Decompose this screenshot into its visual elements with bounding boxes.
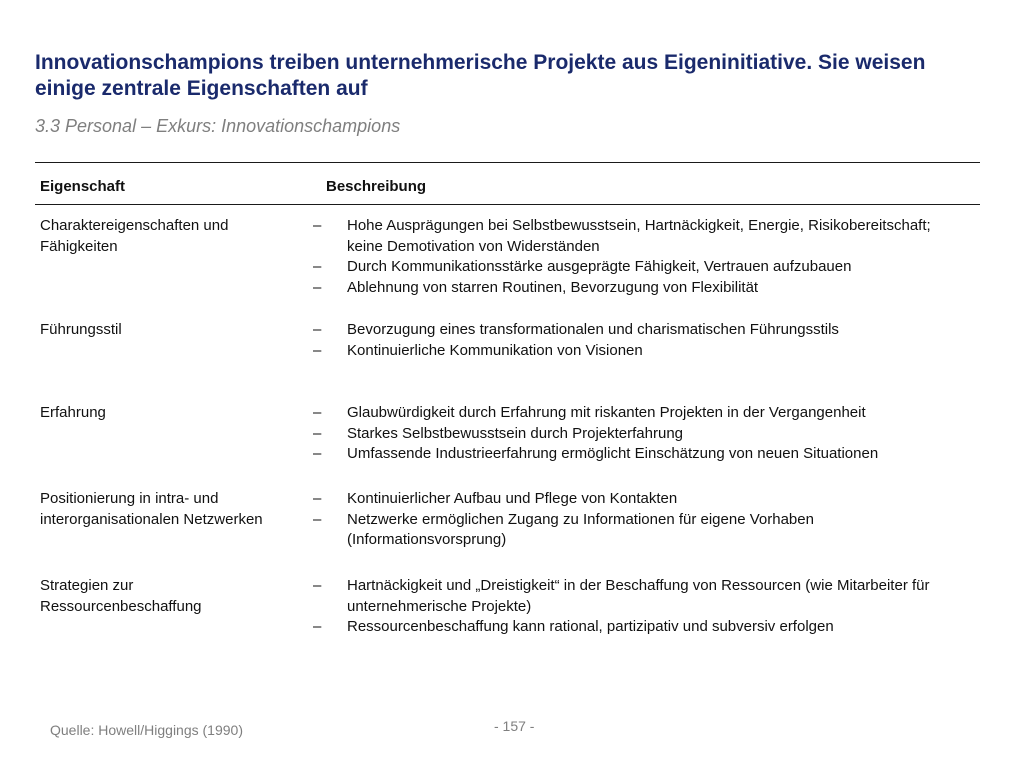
bullet-item	[313, 257, 963, 278]
bullet-text: Kontinuierliche Kommunikation von Visionen	[347, 341, 643, 359]
bullet-item	[313, 216, 963, 257]
dash-icon: –	[313, 341, 322, 359]
bullet-item	[313, 576, 963, 617]
table-top-rule	[35, 162, 980, 163]
bullet-text: Netzwerke ermöglichen Zugang zu Informationen für eigene Vorhaben (Informationsvorsprung)	[347, 510, 814, 548]
source-note: Quelle: Howell/Higgings (1990)	[50, 722, 243, 738]
bullet-text: Ressourcenbeschaffung kann rational, partizipativ und subversiv erfolgen	[347, 618, 834, 635]
row-property: Charaktereigenschaften und Fähigkeiten	[40, 217, 229, 255]
slide-subtitle: 3.3 Personal – Exkurs: Innovationschampions	[35, 116, 401, 136]
bullet-item	[313, 278, 963, 299]
dash-icon: –	[313, 217, 322, 234]
dash-icon: –	[313, 424, 322, 442]
row-description	[313, 320, 963, 361]
row-description	[313, 576, 963, 638]
row-description	[313, 403, 963, 465]
page-number: - 157 -	[494, 718, 535, 734]
row-description	[313, 216, 963, 298]
dash-icon: –	[313, 618, 322, 635]
bullet-text: Starkes Selbstbewusstsein durch Projekterfahrung	[347, 424, 684, 442]
bullet-text: Durch Kommunikationsstärke ausgeprägte Fähigkeit, Vertrauen aufzubauen	[347, 258, 852, 275]
dash-icon: –	[313, 278, 322, 296]
bullet-item	[313, 617, 963, 638]
bullet-item	[313, 341, 963, 362]
slide-title: Innovationschampions treiben unternehmerische Projekte aus Eigeninitiative. Sie weisen einige zentrale Eigenschaften auf	[35, 51, 926, 100]
bullet-text: Ablehnung von starren Routinen, Bevorzugung von Flexibilität	[347, 278, 759, 296]
bullet-item	[313, 510, 963, 551]
row-description	[313, 489, 963, 551]
bullet-item	[313, 489, 963, 510]
bullet-item	[313, 444, 963, 465]
bullet-item	[313, 403, 963, 424]
row-property: Strategien zur Ressourcenbeschaffung	[40, 577, 202, 615]
dash-icon: –	[313, 404, 322, 421]
dash-icon: –	[313, 258, 322, 275]
column-header-property: Eigenschaft	[40, 178, 126, 195]
dash-icon: –	[313, 445, 322, 462]
bullet-text: Glaubwürdigkeit durch Erfahrung mit riskanten Projekten in der Vergangenheit	[347, 404, 866, 421]
dash-icon: –	[313, 577, 322, 594]
row-property: Führungsstil	[40, 321, 122, 338]
bullet-text: Hartnäckigkeit und „Dreistigkeit“ in der Beschaffung von Ressourcen (wie Mitarbeiter für unternehmerische Projekte)	[347, 577, 930, 615]
bullet-text: Hohe Ausprägungen bei Selbstbewusstsein, Hartnäckigkeit, Energie, Risikobereitschaft; keine Demotivation von Widerständen	[347, 217, 931, 255]
row-property: Positionierung in intra- und interorganisationalen Netzwerken	[40, 490, 263, 528]
bullet-text: Bevorzugung eines transformationalen und charismatischen Führungsstils	[347, 321, 839, 338]
bullet-item	[313, 320, 963, 341]
bullet-item	[313, 424, 963, 445]
bullet-text: Umfassende Industrieerfahrung ermöglicht Einschätzung von neuen Situationen	[347, 445, 879, 462]
row-property: Erfahrung	[40, 404, 106, 421]
dash-icon: –	[313, 490, 322, 507]
table-header-rule	[35, 204, 980, 205]
dash-icon: –	[313, 321, 322, 338]
bullet-text: Kontinuierlicher Aufbau und Pflege von Kontakten	[347, 490, 678, 507]
dash-icon: –	[313, 510, 322, 528]
column-header-description: Beschreibung	[326, 178, 427, 195]
